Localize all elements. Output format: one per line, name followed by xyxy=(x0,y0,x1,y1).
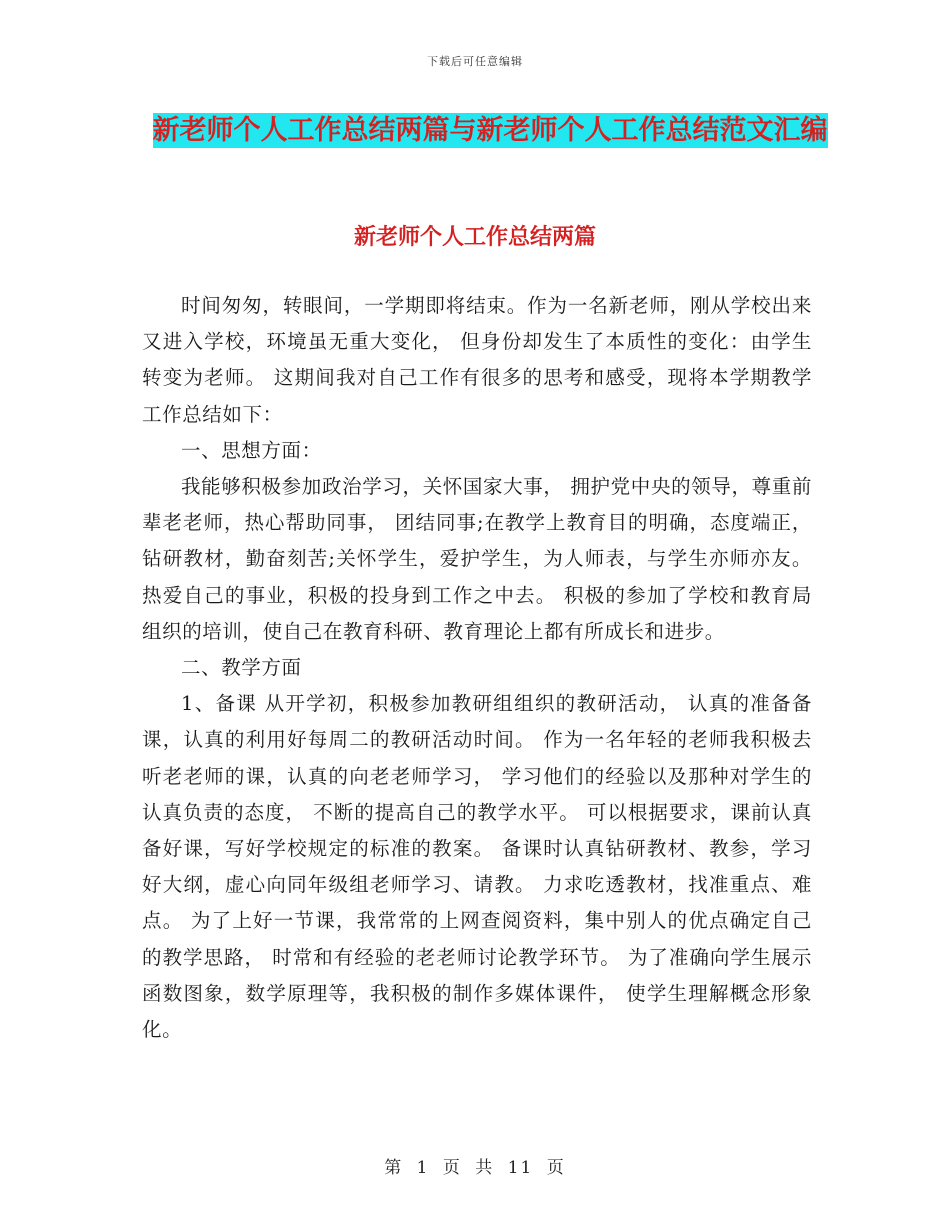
heading-teaching: 二、教学方面 xyxy=(181,656,302,680)
heading-thought: 一、思想方面： xyxy=(181,438,322,462)
paragraph-thought: 我能够积极参加政治学习，关怀国家大事， 拥护党中央的领导，尊重前辈老老师，热心帮助同事， 团结同事;在教学上教育目的明确，态度端正， 钻研教材，勤奋刻苦;关怀学生，爱护学生，为人师表，与学生亦师亦友。 热爱自己的事业，积极的投身到工作之中去。 积极的参加了学校和教育局组织的培训，使自己在教育科研、教育理论上都有所成长和进步。 xyxy=(142,475,812,643)
document-title-text: 新老师个人工作总结两篇与新老师个人工作总结范文汇编 xyxy=(152,115,828,146)
page-footer: 第 1 页 共 11 页 xyxy=(384,1158,566,1178)
section-title: 新老师个人工作总结两篇 xyxy=(353,225,596,250)
header-note: 下载后可任意编辑 xyxy=(427,55,523,68)
document-body xyxy=(142,288,812,1048)
document-title xyxy=(150,108,830,154)
paragraph-intro: 时间匆匆，转眼间，一学期即将结束。作为一名新老师，刚从学校出来又进入学校，环境虽无重大变化， 但身份却发生了本质性的变化：由学生转变为老师。 这期间我对自己工作有很多的思考和感受，现将本学期教学工作总结如下： xyxy=(142,294,812,426)
paragraph-lesson-prep: 1、备课 从开学初，积极参加教研组组织的教研活动， 认真的准备备课，认真的利用好每周二的教研活动时间。 作为一名年轻的老师我积极去听老老师的课，认真的向老老师学习， 学习他们的经验以及那种对学生的认真负责的态度， 不断的提高自己的教学水平。 可以根据要求，课前认真备好课，写好学校规定的标准的教案。 备课时认真钻研教材、教参，学习好大纲，虚心向同年级组老师学习、请教。 力求吃透教材，找准重点、难点。 为了上好一节课，我常常的上网查阅资料，集中别人的优点确定自己的教学思路， 时常和有经验的老老师讨论教学环节。 为了准确向学生展示函数图象，数学原理等，我积极的制作多媒体课件， 使学生理解概念形象化。 xyxy=(142,692,812,1042)
